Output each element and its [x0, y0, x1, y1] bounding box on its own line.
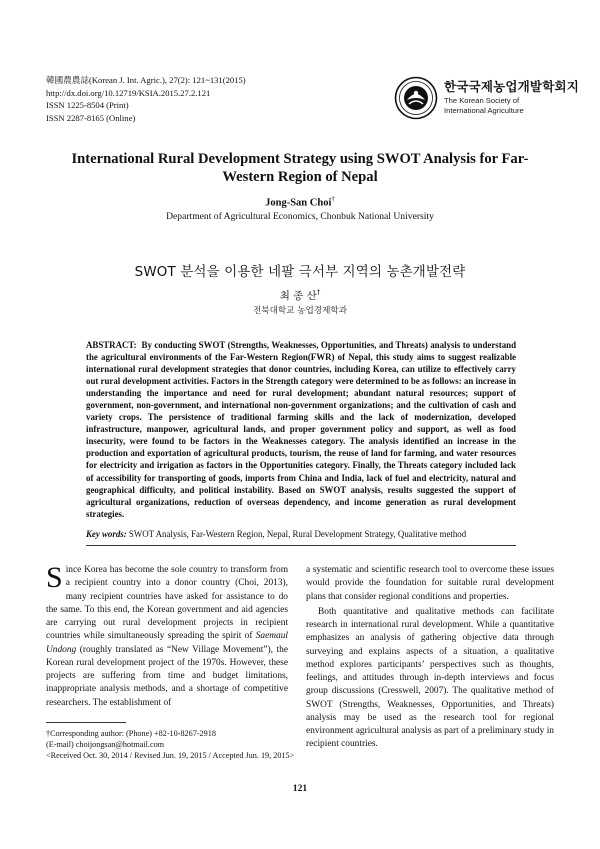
abstract-divider [86, 545, 516, 546]
keywords-label: Key words: [86, 529, 127, 539]
page-number: 121 [292, 783, 308, 794]
footnote-email: (E-mail) choijongsan@hotmail.com [46, 740, 165, 750]
paper-author-korean [0, 288, 600, 303]
footnote-corresponding: †Corresponding author: (Phone) +82-10-8267-2918 [46, 729, 216, 738]
abstract [86, 339, 516, 520]
footnote-dates: <Received Oct. 30, 2014 / Revised Jun. 19, 2015 / Accepted Jun. 19, 2015> [46, 751, 295, 761]
intro-paragraph-1-continued: a systematic and scientific research tool to overcome these issues would provide the foundation for suitable rural development plans that consider regional conditions and properties. [306, 565, 554, 602]
journal-header [46, 74, 346, 124]
keywords-text: SWOT Analysis, Far-Western Region, Nepal, Rural Development Strategy, Qualitative method [128, 529, 467, 539]
footnote [46, 728, 306, 762]
society-name-korean: 한국국제농업개발학회지 [444, 79, 580, 94]
abstract-text: By conducting SWOT (Strengths, Weaknesses, Opportunities, and Threats) analysis to understand the agricultural environments of the Far-Western Region(FWR) of Nepal, this study aims to suggest realizable international rural development strategies that donor countries, including Korea, can utilize to effectively carry out rural development activities. Factors in the Strength category were determined to be as follows: an increase in understanding the importance and need for rural development; abundant natural resources; support of government, non-government, and international non-government organizations; and the cultivation of cash and variety crops. The persistence of traditional farming skills and the lack of modernization, developed infrastructure, manpower, agricultural lands, and proper government policy and support, as well as food insecurity, were found to be factors in the Weaknesses category. The analysis identified an increase in the production and exportation of agricultural products, tourism, the reuse of land for farming, and water resources for electricity and irrigation as factors in the Opportunities category. Finally, the Threats category included lack of accessibility for transporting of goods, imports from China and India, lack of fuel and electricity, natural and geographical difficulty, and political instability. Based on SWOT analysis, results suggested the support of agricultural organizations, reduction of overseas dependency, and income generation as rural development strategies. [86, 340, 516, 519]
issn-online: ISSN 2287-8165 (Online) [46, 112, 136, 123]
saemaul-undong-term: Saemaul Undong [46, 631, 288, 655]
intro-text-1: ince Korea has become the sole country to transform from a recipient country into a donor country (Choi, 2013), many recipient countries have asked for assistance to do the same. To this end, the Korean government and aid agencies are carrying out rural development projects in recipient countries while simultaneously spreading the spirit of [46, 565, 288, 642]
paper-affiliation-korean: 전북대학교 농업경제학과 [252, 306, 348, 316]
issn-print: ISSN 1225-8504 (Print) [46, 100, 129, 110]
intro-text-1-end: (roughly translated as “New Village Movement”), the Korean rural development project of the 1970s. However, these projects are suffering from time and budget limitations, inappropriate analysis methods, and a shortage of competitive researchers. The establishment of [46, 644, 288, 708]
author-mark-korean: † [316, 288, 321, 297]
intro-paragraph-2: Both quantitative and qualitative methods can facilitate research in international rural development. While a quantitative emphasizes an analysis of gathering objective data through surveying and explains aspects of a situation, a qualitative method explores participants’ perspectives such as thoughts, feelings, and attitudes through in-depth interviews and focus group discussions (Cresswell, 2007). The qualitative method of SWOT (Strengths, Weaknesses, Opportunities, and Threats) analysis may be used as the research tool for regional environment agricultural analysis as part of a preliminary study in recipient countries. [306, 606, 554, 750]
paper-title-korean: SWOT 분석을 이용한 네팔 극서부 지역의 농촌개발전략 [134, 265, 466, 280]
intro-paragraph-1 [46, 561, 288, 710]
journal-citation: 韓國農農誌(Korean J. Int. Agric.), 27(2): 121~131(2015) [46, 75, 246, 85]
paper-title: International Rural Development Strategy using SWOT Analysis for Far-Western Region of Nepal [71, 151, 529, 185]
author-name-korean: 최 종 산 [279, 290, 317, 302]
paper-author [0, 195, 600, 209]
society-name-english: The Korean Society of International Agriculture [444, 96, 524, 115]
paper-affiliation: Department of Agricultural Economics, Chonbuk National University [166, 211, 434, 222]
journal-doi[interactable]: http://dx.doi.org/10.12719/KSIA.2015.27.2.121 [46, 87, 211, 98]
body-column-right [306, 564, 554, 752]
society-emblem-icon [394, 76, 438, 120]
author-mark: † [331, 195, 335, 203]
body-column-left [46, 561, 288, 710]
drop-cap: S [46, 561, 63, 594]
abstract-label: ABSTRACT: [86, 340, 137, 350]
keywords [86, 529, 516, 539]
society-logo [394, 74, 580, 126]
author-name: Jong-San Choi [265, 197, 332, 209]
footnote-divider [46, 722, 126, 723]
